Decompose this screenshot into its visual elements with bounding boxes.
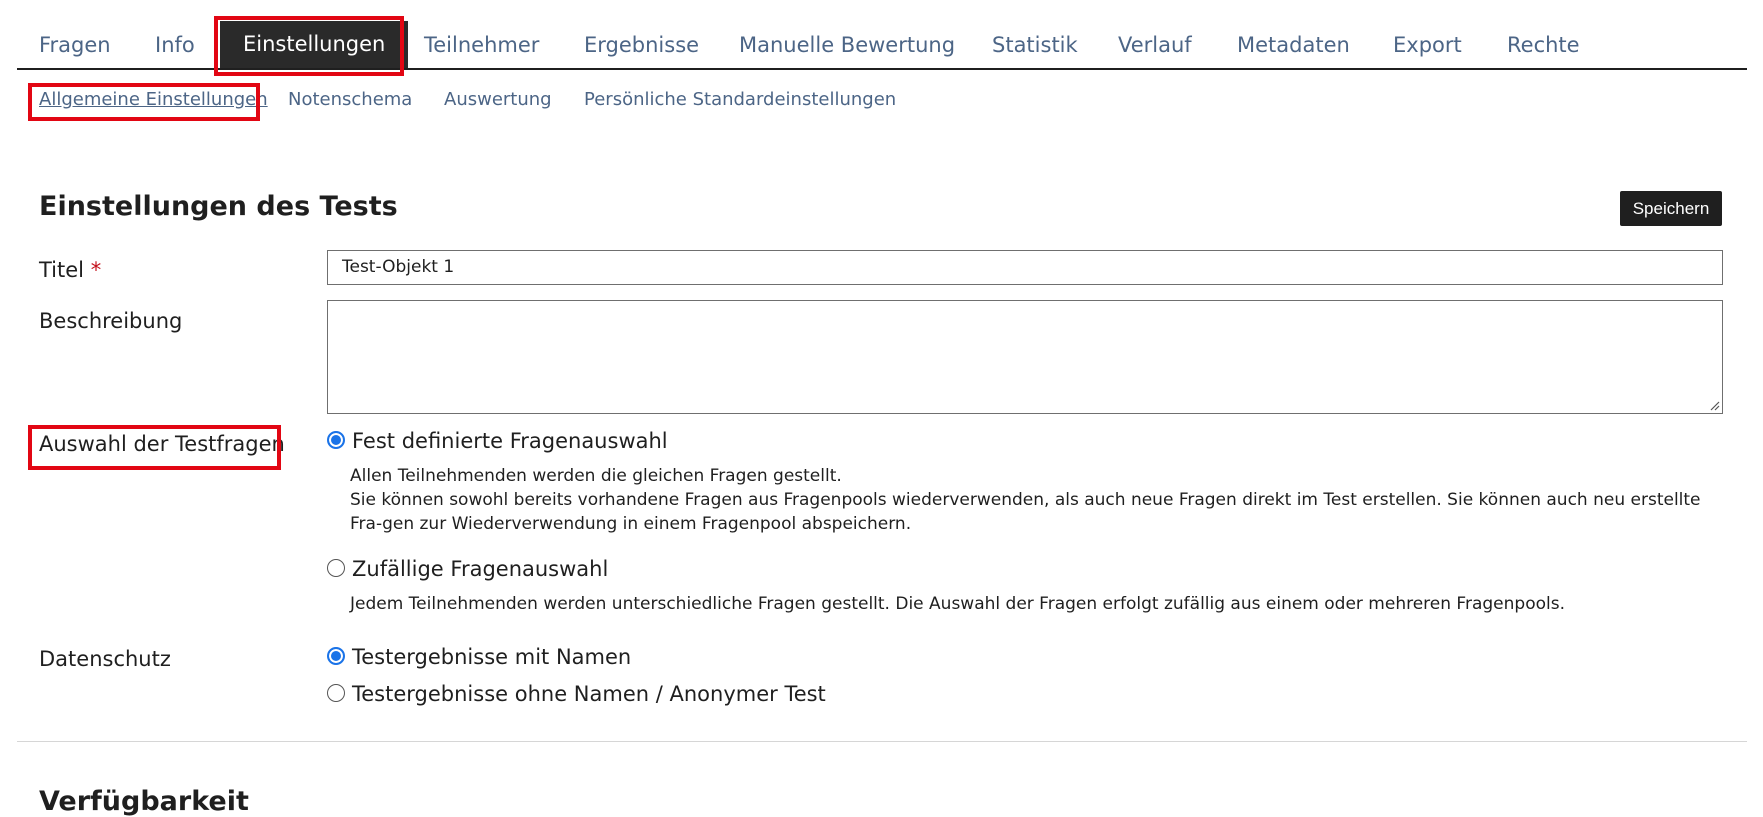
subtab-allgemeine-einstellungen[interactable]: Allgemeine Einstellungen — [39, 89, 268, 110]
tab-export[interactable]: Export — [1393, 33, 1462, 57]
option-ohne-namen-label[interactable]: Testergebnisse ohne Namen / Anonymer Test — [352, 682, 826, 706]
option-fest-definiert-desc-line1: Allen Teilnehmenden werden die gleichen Fragen gestellt. — [350, 466, 842, 486]
resize-grip-icon[interactable] — [1708, 399, 1720, 411]
titel-input[interactable]: Test-Objekt 1 — [327, 250, 1723, 285]
page-title: Einstellungen des Tests — [39, 191, 398, 222]
tab-statistik[interactable]: Statistik — [992, 33, 1078, 57]
option-fest-definiert-desc-line2: Sie können sowohl bereits vorhandene Fragen aus Fragenpools wiederverwenden, als auch neue Fragen direkt im Test erstellen. Sie können auch neu erstellte Fra-gen zur Wiederverwendung in einem Fragenpool abspeichern. — [350, 490, 1701, 534]
titel-label — [39, 258, 101, 282]
option-zufaellig-label[interactable]: Zufällige Fragenauswahl — [352, 557, 609, 581]
tab-rechte[interactable]: Rechte — [1507, 33, 1580, 57]
tab-fragen[interactable]: Fragen — [39, 33, 111, 57]
datenschutz-label: Datenschutz — [39, 647, 171, 671]
option-fest-definiert-label[interactable]: Fest definierte Fragenauswahl — [352, 429, 668, 453]
tab-manuelle-bewertung[interactable]: Manuelle Bewertung — [739, 33, 956, 57]
subtab-auswertung[interactable]: Auswertung — [444, 89, 552, 110]
tab-metadaten[interactable]: Metadaten — [1237, 33, 1350, 57]
tab-info[interactable]: Info — [155, 33, 195, 57]
save-button[interactable]: Speichern — [1620, 191, 1722, 226]
radio-zufaellig[interactable] — [327, 559, 345, 577]
main-tab-bar — [17, 0, 1747, 70]
tab-verlauf[interactable]: Verlauf — [1118, 33, 1192, 57]
option-mit-namen-label[interactable]: Testergebnisse mit Namen — [352, 645, 632, 669]
beschreibung-label: Beschreibung — [39, 309, 183, 333]
radio-ohne-namen[interactable] — [327, 684, 345, 702]
tab-teilnehmer[interactable]: Teilnehmer — [424, 33, 540, 57]
option-fest-definiert-desc — [350, 464, 1720, 536]
radio-mit-namen[interactable] — [327, 647, 345, 665]
subtab-notenschema[interactable]: Notenschema — [288, 89, 413, 110]
tab-einstellungen[interactable]: Einstellungen — [220, 21, 408, 68]
subtab-persoenliche-standardeinstellungen[interactable]: Persönliche Standardeinstellungen — [584, 89, 897, 110]
titel-label-text: Titel — [39, 258, 85, 282]
radio-fest-definiert[interactable] — [327, 431, 345, 449]
section-title-verfuegbarkeit: Verfügbarkeit — [39, 786, 249, 817]
auswahl-testfragen-label: Auswahl der Testfragen — [39, 432, 285, 456]
section-divider — [17, 741, 1747, 742]
tab-ergebnisse[interactable]: Ergebnisse — [584, 33, 700, 57]
option-zufaellig-desc: Jedem Teilnehmenden werden unterschiedliche Fragen gestellt. Die Auswahl der Fragen erfolgt zufällig aus einem oder mehreren Fragenpools. — [350, 594, 1565, 614]
required-marker: * — [90, 258, 102, 282]
beschreibung-textarea[interactable] — [327, 300, 1723, 414]
